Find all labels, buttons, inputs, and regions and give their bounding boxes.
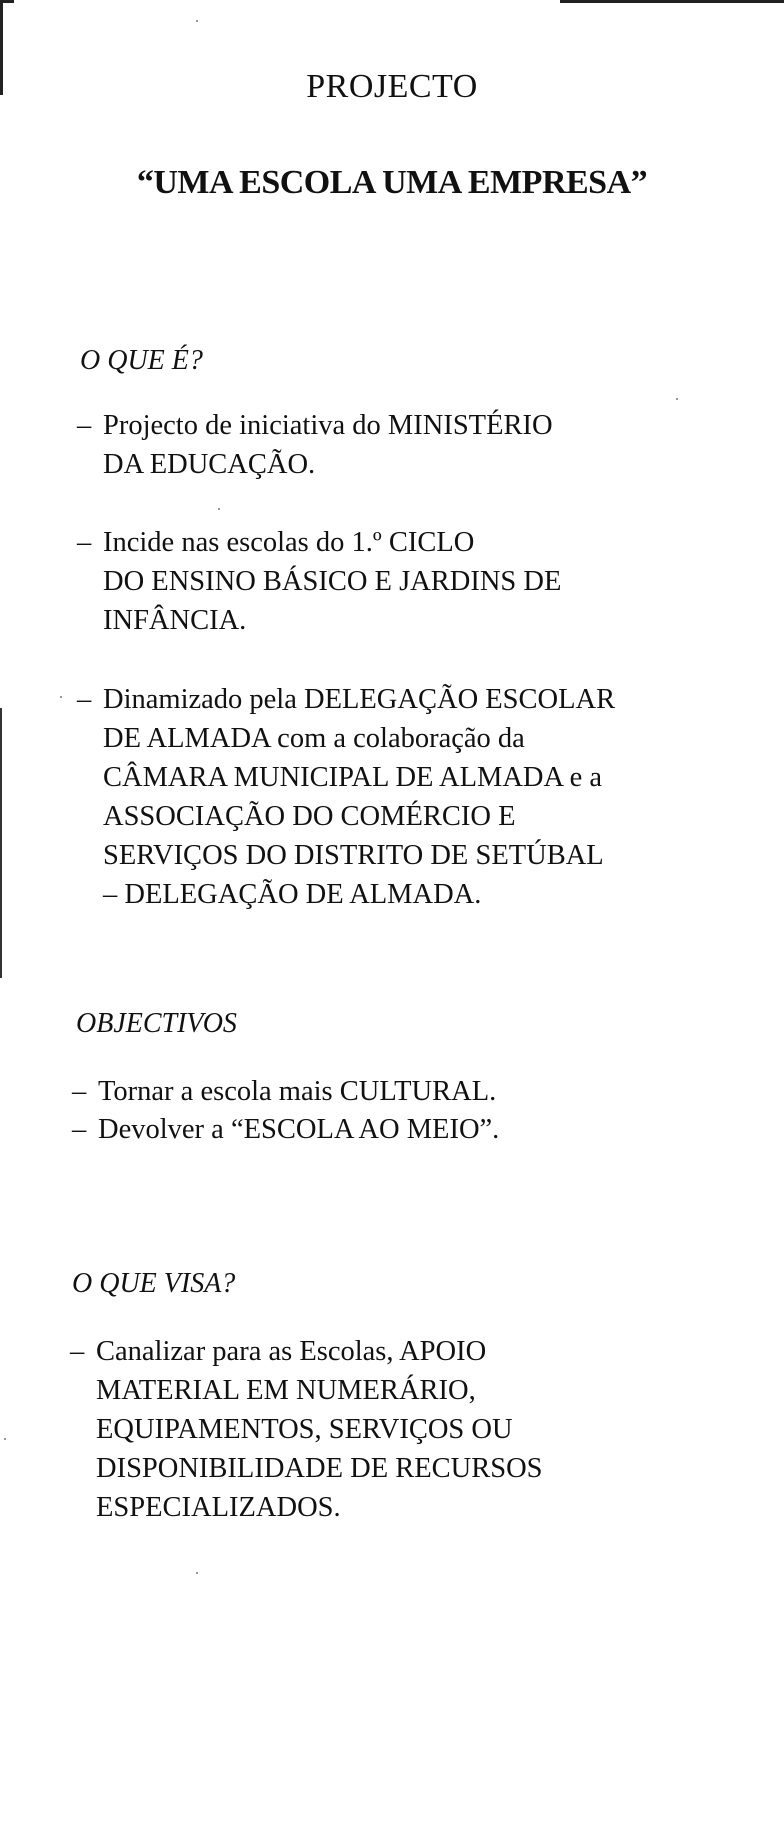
- scan-speck: [218, 508, 220, 510]
- list-item: – Projecto de iniciativa do MINISTÉRIO DA EDUCAÇÃO.: [77, 410, 553, 480]
- section-heading-objectives: OBJECTIVOS: [76, 1008, 237, 1039]
- scan-edge-mark: [0, 0, 14, 3]
- document-title: PROJECTO: [306, 68, 478, 105]
- section-heading-aims: O QUE VISA?: [72, 1268, 236, 1299]
- scan-edge-mark: [560, 0, 784, 3]
- list-item: – Dinamizado pela DELEGAÇÃO ESCOLAR DE ALMADA com a colaboração da CÂMARA MUNICIPAL DE ALMADA e a ASSOCIAÇÃO DO COMÉRCIO E SERVIÇOS DO DISTRITO DE SETÚBAL – DELEGAÇÃO DE ALMADA.: [77, 684, 616, 910]
- scan-speck: [676, 398, 678, 400]
- list-item: – Tornar a escola mais CULTURAL.: [72, 1076, 497, 1107]
- list-item: – Devolver a “ESCOLA AO MEIO”.: [72, 1114, 500, 1145]
- list-item: – Canalizar para as Escolas, APOIO MATERIAL EM NUMERÁRIO, EQUIPAMENTOS, SERVIÇOS OU DISPONIBILIDADE DE RECURSOS ESPECIALIZADOS.: [70, 1336, 543, 1523]
- section-heading-what: O QUE É?: [80, 345, 203, 376]
- scan-edge-mark: [0, 708, 2, 978]
- list-item: – Incide nas escolas do 1.º CICLO DO ENSINO BÁSICO E JARDINS DE INFÂNCIA.: [77, 527, 562, 636]
- scan-speck: [196, 20, 198, 22]
- scan-speck: [60, 696, 62, 698]
- scan-speck: [196, 1572, 198, 1574]
- scan-speck: [4, 1438, 6, 1440]
- project-name: “UMA ESCOLA UMA EMPRESA”: [136, 164, 648, 201]
